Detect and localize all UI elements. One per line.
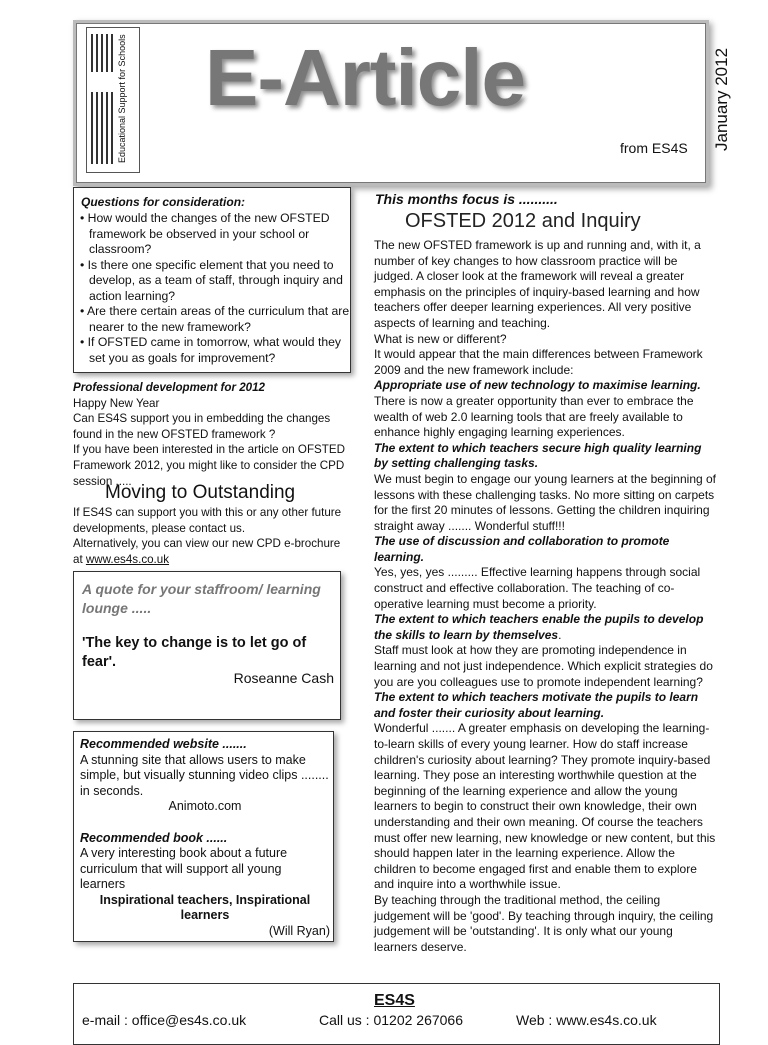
professional-development bbox=[73, 380, 353, 489]
footer bbox=[73, 983, 720, 1045]
article-body bbox=[374, 238, 716, 955]
article-paragraph: What is new or different? bbox=[374, 331, 507, 346]
es4s-logo bbox=[86, 27, 140, 173]
book-author: (Will Ryan) bbox=[268, 923, 330, 938]
section-text: We must begin to engage our young learners at the beginning of lessons with these challenging tasks. No more sitting on carpets for the first 20 minutes of lessons. Getting the children inquiring straight away ....... Wonderful stuff!!! bbox=[374, 471, 717, 533]
questions-heading: Questions for consideration: bbox=[81, 195, 246, 209]
book-description: A very interesting book about a future curriculum that will support all young learners bbox=[80, 846, 288, 891]
section-text: Wonderful ....... A greater emphasis on developing the learning-to-learn skills of every young learner. How do staff increase children's curiosity about learning? They promote inquiry-based learning. They pose an interesting worthwhile question at the beginning of the learning experience and allow the young learners to begin to construct their own knowledge, their own understanding and their own meaning. Of course the teachers must offer new learning, new knowledge or new content, but this should happen later in the learning experience. Allow the children to become engaged first and enable them to explore and inquire into a worthwhile issue. bbox=[374, 721, 716, 892]
section-punctuation: . bbox=[558, 627, 562, 642]
book-heading: Recommended book ...... bbox=[80, 830, 228, 845]
article-heading: OFSTED 2012 and Inquiry bbox=[405, 210, 641, 232]
logo-mark-icon bbox=[91, 34, 115, 164]
quote-box bbox=[73, 571, 341, 720]
brochure-link[interactable]: www.es4s.co.uk bbox=[85, 552, 170, 566]
section-heading: The extent to which teachers secure high quality learning by setting challenging tasks. bbox=[374, 440, 702, 471]
quote-author: Roseanne Cash bbox=[233, 670, 334, 686]
article-paragraph: The new OFSTED framework is up and running and, with it, a number of key changes to how classroom practice will be judged. A closer look at the framework will reveal a greater emphasis on the principles of inquiry-based learning and how teachers offer deeper learning experiences. All very positive aspects of learning and teaching. bbox=[374, 238, 701, 330]
book-title: Inspirational teachers, Inspirational learners bbox=[99, 892, 311, 922]
website-description: A stunning site that allows users to make simple, but visually stunning video clips ........ in seconds. bbox=[80, 752, 329, 798]
question-item: • How would the changes of the new OFSTED framework be observed in your school or classroom? bbox=[80, 211, 350, 258]
article-paragraph bbox=[374, 612, 716, 643]
pd-line: If ES4S can support you with this or any other future developments, please contact us. bbox=[73, 506, 342, 535]
pd-line: Can ES4S support you in embedding the changes found in the new OFSTED framework ? bbox=[73, 412, 331, 441]
questions-list bbox=[74, 211, 350, 366]
article-paragraph bbox=[374, 378, 716, 440]
footer-phone: Call us : 01202 267066 bbox=[319, 1012, 463, 1028]
section-heading: The extent to which teachers enable the pupils to develop the skills to learn by themselves bbox=[374, 612, 704, 642]
section-text: There is now a greater opportunity than ever to embrace the wealth of web 2.0 learning tools that are freely available to enhance highly engaging learning experiences. bbox=[374, 393, 694, 440]
footer-website[interactable]: Web : www.es4s.co.uk bbox=[516, 1012, 657, 1028]
quote-text: 'The key to change is to let go of fear'. bbox=[82, 635, 307, 670]
pd-line: If you have been interested in the article on OFSTED Framework 2012, you might like to consider the CPD session ..... bbox=[73, 443, 345, 488]
logo-text: Educational Support for Schools bbox=[117, 34, 127, 164]
article-paragraph: It would appear that the main differences between Framework 2009 and the new framework include: bbox=[374, 347, 703, 377]
questions-box bbox=[73, 187, 351, 373]
section-text: By teaching through the traditional method, the ceiling judgement will be 'good'. By teaching through inquiry, the ceiling judgement will be 'outstanding'. It is only what our young learners deserve. bbox=[374, 892, 714, 954]
section-text: Staff must look at how they are promoting independence in learning and not just independence. Which explicit strategies do you are you colleagues use to promote independent learning? bbox=[374, 643, 713, 689]
pd-brochure-text: Alternatively, you can view our new CPD e-brochure at bbox=[73, 537, 341, 566]
pd-line: Happy New Year bbox=[73, 396, 160, 410]
section-text: Yes, yes, yes ......... Effective learning happens through social construct and effective collaboration. The teaching of co-operative learning must become a priority. bbox=[374, 565, 701, 611]
cpd-session-title: Moving to Outstanding bbox=[105, 482, 296, 503]
question-item: • Are there certain areas of the curriculum that are nearer to the new framework? bbox=[80, 304, 350, 335]
recommendations-box bbox=[73, 731, 334, 942]
issue-date: January 2012 bbox=[712, 47, 731, 151]
section-heading: The use of discussion and collaboration to promote learning. bbox=[374, 534, 670, 564]
page-title: E-Article bbox=[205, 33, 525, 122]
website-name: Animoto.com bbox=[168, 799, 242, 813]
quote-heading: A quote for your staffroom/ learning lounge ..... bbox=[82, 581, 321, 616]
pd-contact bbox=[73, 505, 353, 567]
section-heading: Appropriate use of new technology to maximise learning. bbox=[374, 378, 701, 393]
footer-email[interactable]: e-mail : office@es4s.co.uk bbox=[82, 1012, 247, 1028]
focus-label: This months focus is .......... bbox=[375, 191, 558, 207]
question-item: • Is there one specific element that you need to develop, as a team of staff, through inquiry and action learning? bbox=[80, 258, 350, 305]
section-heading: The extent to which teachers motivate the pupils to learn and foster their curiosity about learning. bbox=[374, 690, 699, 720]
from-label: from ES4S bbox=[620, 140, 688, 156]
question-item: • If OFSTED came in tomorrow, what would they set you as goals for improvement? bbox=[80, 335, 350, 366]
pd-heading: Professional development for 2012 bbox=[73, 381, 266, 394]
footer-name: ES4S bbox=[374, 992, 415, 1009]
pd-line bbox=[73, 536, 353, 567]
website-heading: Recommended website ....... bbox=[80, 737, 247, 751]
